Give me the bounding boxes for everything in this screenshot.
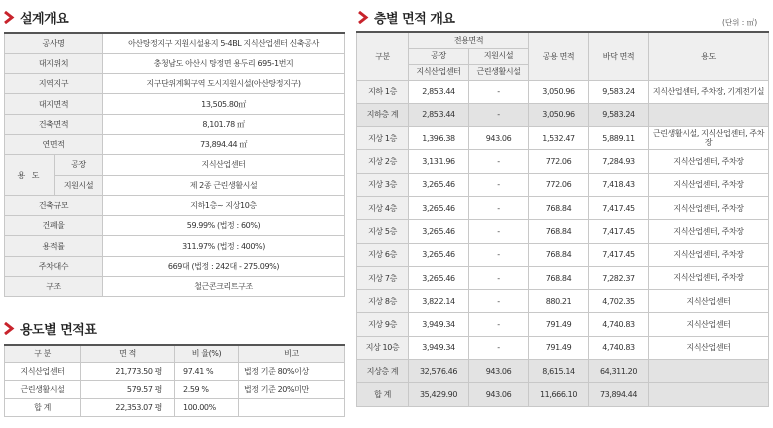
- cell-support: 943.06: [469, 383, 529, 406]
- cell-support: -: [469, 290, 529, 313]
- cell-common: 768.84: [529, 196, 589, 219]
- cell-floor-label: 지상 7층: [357, 266, 409, 289]
- section-title-floor-area: [358, 8, 454, 27]
- cell-use: 지식산업센터: [649, 290, 769, 313]
- cell-common: 768.84: [529, 266, 589, 289]
- cell-common: 11,666.10: [529, 383, 589, 406]
- cell-use: 지식산업센터: [649, 313, 769, 336]
- table-row: [357, 243, 769, 266]
- table-row: [5, 53, 345, 73]
- cell-floor-area: 4,740.83: [589, 313, 649, 336]
- cell-support: -: [469, 196, 529, 219]
- header-floor: 바닥 면적: [589, 32, 649, 80]
- header-division: 구분: [357, 32, 409, 80]
- cell-support: -: [469, 80, 529, 103]
- cell-use: 지식산업센터, 주차장: [649, 173, 769, 196]
- header-support: 지원시설: [469, 48, 529, 64]
- cell-floor-area: 4,702.35: [589, 290, 649, 313]
- cell-floor-label: 지하 1층: [357, 80, 409, 103]
- cell-use: 지식산업센터, 주차장: [649, 266, 769, 289]
- cell-common: 768.84: [529, 220, 589, 243]
- cell-use: [649, 103, 769, 126]
- cell-common: 880.21: [529, 290, 589, 313]
- cell-floor-area: 7,418.43: [589, 173, 649, 196]
- table-row: [357, 383, 769, 406]
- cell-floor-area: 7,282.37: [589, 266, 649, 289]
- cell-floor-label: 지상 8층: [357, 290, 409, 313]
- cell-name: 지식산업센터: [5, 362, 81, 380]
- cell-common: 791.49: [529, 313, 589, 336]
- cell-ratio: 100.00%: [175, 399, 239, 417]
- cell-floor-area: 7,417.45: [589, 220, 649, 243]
- cell-support: -: [469, 103, 529, 126]
- row-label: 건폐율: [5, 216, 103, 236]
- row-label: 구조: [5, 277, 103, 297]
- cell-factory: 3,822.14: [409, 290, 469, 313]
- cell-floor-label: 지상 6층: [357, 243, 409, 266]
- table-row: [5, 94, 345, 114]
- row-label: 지역지구: [5, 74, 103, 94]
- row-value: 8,101.78 ㎡: [103, 114, 345, 134]
- cell-floor-area: 5,889.11: [589, 127, 649, 150]
- table-row: [357, 196, 769, 219]
- cell-use: 근린생활시설, 지식산업센터, 주차장: [649, 127, 769, 150]
- cell-floor-area: 64,311.20: [589, 360, 649, 383]
- row-value: 73,894.44 ㎡: [103, 134, 345, 154]
- row-label: 건축규모: [5, 195, 103, 215]
- table-row: [5, 33, 345, 53]
- table-header-row: [5, 345, 345, 362]
- cell-floor-label: 지상 5층: [357, 220, 409, 243]
- row-label: 공장: [55, 155, 103, 175]
- table-row: [357, 127, 769, 150]
- cell-use: 지식산업센터: [649, 336, 769, 359]
- cell-factory: 35,429.90: [409, 383, 469, 406]
- cell-common: 1,532.47: [529, 127, 589, 150]
- table-row: [5, 134, 345, 154]
- column-header: 비 율(%): [175, 345, 239, 362]
- cell-note: 법정 기준 80%이상: [239, 362, 345, 380]
- row-label: 용적률: [5, 236, 103, 256]
- cell-use: [649, 360, 769, 383]
- cell-floor-label: 지상층 계: [357, 360, 409, 383]
- cell-factory: 3,265.46: [409, 266, 469, 289]
- cell-area: 21,773.50 평: [81, 362, 175, 380]
- cell-common: 8,615.14: [529, 360, 589, 383]
- cell-factory: 1,396.38: [409, 127, 469, 150]
- table-row: [5, 114, 345, 134]
- row-value: 지구단위계획구역 도시지원시설(아산탕정지구): [103, 74, 345, 94]
- cell-floor-area: 9,583.24: [589, 80, 649, 103]
- row-value: 13,505.80㎡: [103, 94, 345, 114]
- column-header: 면 적: [81, 345, 175, 362]
- table-row: [5, 399, 345, 417]
- cell-floor-label: 지상 10층: [357, 336, 409, 359]
- header-factory-sub: 지식산업센터: [409, 64, 469, 80]
- section-title-use-area: [4, 319, 96, 338]
- cell-support: -: [469, 266, 529, 289]
- cell-common: 772.06: [529, 150, 589, 173]
- cell-ratio: 97.41 %: [175, 362, 239, 380]
- row-label: 공사명: [5, 33, 103, 53]
- row-label: 대지면적: [5, 94, 103, 114]
- section-title-overview: [4, 8, 68, 27]
- header-support-sub: 근린생활시설: [469, 64, 529, 80]
- chevron-right-icon: [4, 322, 15, 335]
- row-value: 지식산업센터: [103, 155, 345, 175]
- cell-common: 772.06: [529, 173, 589, 196]
- cell-support: -: [469, 150, 529, 173]
- table-row: [5, 155, 345, 175]
- table-header-row: [357, 32, 769, 48]
- cell-ratio: 2.59 %: [175, 380, 239, 398]
- table-row: [357, 220, 769, 243]
- cell-support: -: [469, 336, 529, 359]
- cell-use: 지식산업센터, 주차장: [649, 150, 769, 173]
- use-label: 용 도: [5, 155, 55, 196]
- cell-support: 943.06: [469, 360, 529, 383]
- cell-factory: 3,949.34: [409, 336, 469, 359]
- row-value: 아산탕정지구 지원시설용지 5-4BL 지식산업센터 신축공사: [103, 33, 345, 53]
- cell-floor-label: 지상 9층: [357, 313, 409, 336]
- section-title-text: 층별 면적 개요: [374, 12, 455, 27]
- row-label: 대지위치: [5, 53, 103, 73]
- cell-floor-label: 지상 1층: [357, 127, 409, 150]
- chevron-right-icon: [4, 11, 15, 24]
- cell-support: 943.06: [469, 127, 529, 150]
- cell-factory: 32,576.46: [409, 360, 469, 383]
- header-exclusive: 전용면적: [409, 32, 529, 48]
- cell-factory: 3,265.46: [409, 220, 469, 243]
- cell-support: -: [469, 313, 529, 336]
- cell-name: 합 계: [5, 399, 81, 417]
- cell-common: 791.49: [529, 336, 589, 359]
- cell-use: [649, 383, 769, 406]
- cell-name: 근린생활시설: [5, 380, 81, 398]
- section-title-text: 설계개요: [20, 12, 69, 27]
- table-row: [5, 362, 345, 380]
- table-row: [5, 256, 345, 276]
- cell-common: 768.84: [529, 243, 589, 266]
- cell-factory: 2,853.44: [409, 103, 469, 126]
- table-row: [5, 74, 345, 94]
- row-label: 주차대수: [5, 256, 103, 276]
- table-row: [5, 277, 345, 297]
- table-row: [357, 80, 769, 103]
- cell-floor-label: 합 계: [357, 383, 409, 406]
- table-row: [5, 236, 345, 256]
- header-use: 용도: [649, 32, 769, 80]
- column-header: 구 분: [5, 345, 81, 362]
- cell-area: 579.57 평: [81, 380, 175, 398]
- cell-floor-area: 73,894.44: [589, 383, 649, 406]
- cell-factory: 3,949.34: [409, 313, 469, 336]
- cell-floor-area: 9,583.24: [589, 103, 649, 126]
- table-row: [5, 380, 345, 398]
- cell-note: [239, 399, 345, 417]
- cell-factory: 3,265.46: [409, 243, 469, 266]
- cell-factory: 3,131.96: [409, 150, 469, 173]
- chevron-right-icon: [358, 11, 369, 24]
- cell-use: 지식산업센터, 주차장: [649, 196, 769, 219]
- cell-note: 법정 기준 20%미만: [239, 380, 345, 398]
- table-row: [357, 313, 769, 336]
- cell-common: 3,050.96: [529, 103, 589, 126]
- cell-floor-area: 7,417.45: [589, 243, 649, 266]
- cell-floor-area: 7,284.93: [589, 150, 649, 173]
- cell-use: 지식산업센터, 주차장, 기계전기실: [649, 80, 769, 103]
- cell-support: -: [469, 243, 529, 266]
- cell-factory: 3,265.46: [409, 173, 469, 196]
- cell-factory: 2,853.44: [409, 80, 469, 103]
- row-label: 건축면적: [5, 114, 103, 134]
- use-area-table: [4, 344, 345, 417]
- cell-use: 지식산업센터, 주차장: [649, 220, 769, 243]
- table-row: [357, 173, 769, 196]
- table-row: [5, 175, 345, 195]
- table-row: [357, 103, 769, 126]
- cell-use: 지식산업센터, 주차장: [649, 243, 769, 266]
- cell-floor-area: 4,740.83: [589, 336, 649, 359]
- row-value: 제 2종 근린생활시설: [103, 175, 345, 195]
- cell-floor-label: 지상 4층: [357, 196, 409, 219]
- table-row: [357, 360, 769, 383]
- row-value: 59.99% (법정 : 60%): [103, 216, 345, 236]
- row-label: 연면적: [5, 134, 103, 154]
- cell-floor-area: 7,417.45: [589, 196, 649, 219]
- table-row: [357, 150, 769, 173]
- row-label: 지원시설: [55, 175, 103, 195]
- cell-common: 3,050.96: [529, 80, 589, 103]
- cell-support: -: [469, 173, 529, 196]
- section-title-text: 용도별 면적표: [20, 323, 97, 338]
- overview-table: [4, 32, 345, 297]
- row-value: 철근콘크리트구조: [103, 277, 345, 297]
- table-row: [357, 290, 769, 313]
- table-row: [5, 195, 345, 215]
- cell-area: 22,353.07 평: [81, 399, 175, 417]
- unit-label: (단위 : ㎡): [722, 18, 758, 27]
- header-common: 공용 면적: [529, 32, 589, 80]
- row-value: 지하1층~ 지상10층: [103, 195, 345, 215]
- cell-factory: 3,265.46: [409, 196, 469, 219]
- row-value: 669대 (법정 : 242대 - 275.09%): [103, 256, 345, 276]
- cell-floor-label: 지하층 계: [357, 103, 409, 126]
- cell-floor-label: 지상 3층: [357, 173, 409, 196]
- cell-support: -: [469, 220, 529, 243]
- row-value: 311.97% (법정 : 400%): [103, 236, 345, 256]
- table-row: [357, 266, 769, 289]
- table-row: [5, 216, 345, 236]
- cell-floor-label: 지상 2층: [357, 150, 409, 173]
- header-factory: 공장: [409, 48, 469, 64]
- floor-area-table: [356, 31, 769, 407]
- column-header: 비고: [239, 345, 345, 362]
- row-value: 충청남도 아산시 탕정면 용두리 695-1번지: [103, 53, 345, 73]
- table-row: [357, 336, 769, 359]
